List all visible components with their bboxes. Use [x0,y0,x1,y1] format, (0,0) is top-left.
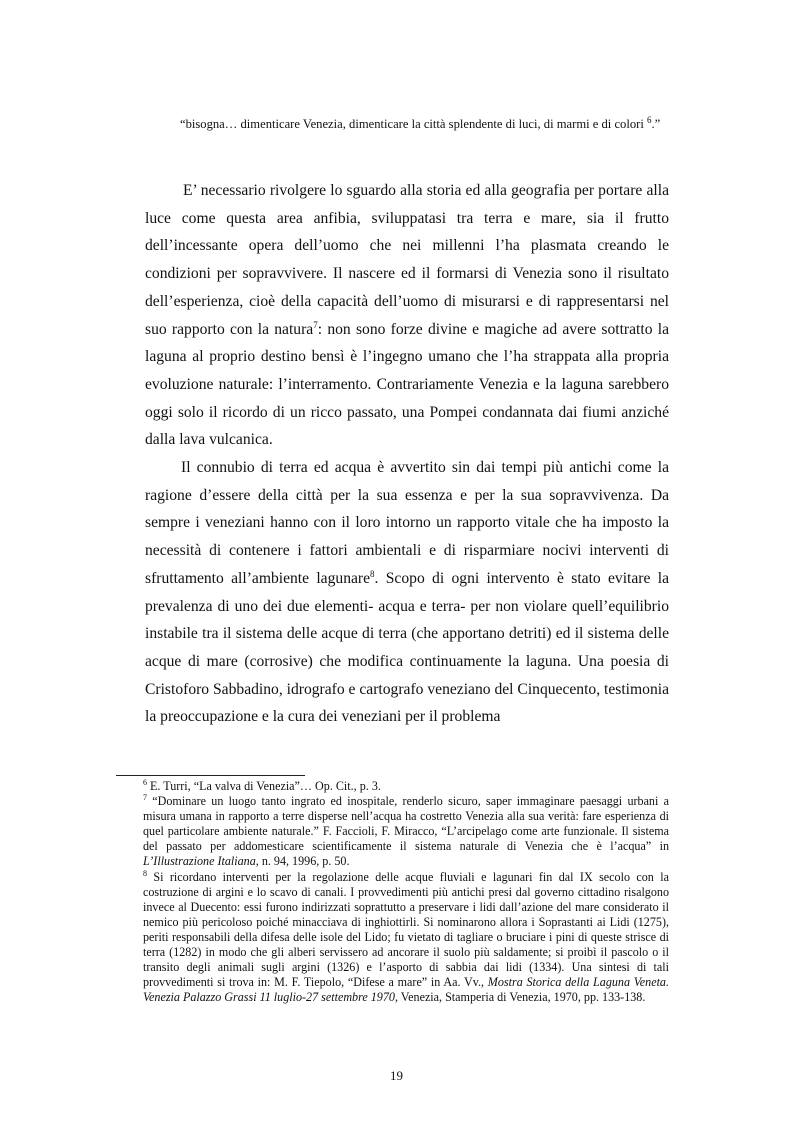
paragraph-1-text: E’ necessario rivolgere lo sguardo alla storia ed alla geografia per portare alla luce come questa area anfibia, sviluppatasi tra terra e mare, sia il frutto dell’incessante opera dell’uomo che nei millenni l’ha plasmata creando le condizioni per sopravvivere. Il nascere ed il formarsi di Venezia sono il risultato dell’esperienza, cioè della capacità dell’uomo di misurarsi e di rappresentarsi nel suo rapporto con la natura [145,182,669,338]
paragraph-1-text-cont: : non sono forze divine e magiche ad avere sottratto la laguna al proprio destino bensì è l’ingegno umano che l’ha strappata alla propria evoluzione naturale: l’interramento. Contrariamente Venezia e la laguna sarebbero oggi solo il ricordo di un ricco passato, una Pompei condannata dai fiumi anziché dalla lava vulcanica. [145,320,669,449]
body-text [145,177,669,731]
quote-text: “bisogna… dimenticare Venezia, dimenticare la città splendente di luci, di marmi e di colori [180,117,647,131]
footnote-number: 7 [143,793,147,803]
paragraph-1 [145,177,669,454]
footnote-separator [116,775,305,776]
quote-text-end: .” [651,117,661,131]
footnote-7 [143,794,669,869]
block-quote [180,112,669,136]
footnote-italic-title: Mostra Storica della Laguna Veneta. Venezia Palazzo Grassi 11 luglio-27 settembre 1970 [143,975,669,1005]
footnote-text: E. Turri, “La valva di Venezia”… Op. Cit., p. 3. [147,779,381,793]
paragraph-2 [145,454,669,731]
footnote-text-end: , Venezia, Stamperia di Venezia, 1970, pp. 133-138. [394,990,646,1005]
footnote-text: Si ricordano interventi per la regolazione delle acque fluviali e lagunari fin dal IX secolo con la costruzione di argini e lo scavo di canali. I provvedimenti più antichi presi dal governo cittadino risalgono invece al Duecento: essi furono indirizzati soprattutto a preservare i lidi dall’azione del mare considerato il nemico più pericoloso poiché minacciava di inghiottirli. Si nominarono allora i Soprastanti ai Lidi (1275), periti responsabili della difesa delle isole del Lido; fu vietato di tagliare o bruciare i pini di queste strisce di terra (1282) in modo che gli alberi servissero ad ancorare il suolo più saldamente; si proibì il pascolo o il transito degli animali sugli argini (1326) e l’asporto di sabbia dai lidi (1334). Una sintesi di tali provvedimenti si trova in: M. F. Tiepolo, “Difese a mare” in Aa. Vv., [143,869,669,990]
footnote-number: 8 [143,868,147,878]
footnote-italic-title: L’Illustrazione Italiana [143,854,256,869]
footnote-ref-7[interactable]: 7 [313,319,318,330]
paragraph-2-text: Il connubio di terra ed acqua è avvertito sin dai tempi più antichi come la ragione d’essere della città per la sua essenza e per la sua sopravvivenza. Da sempre i veneziani hanno con il loro intorno un rapporto vitale che ha imposto la necessità di contenere i fattori ambientali e di risparmiare nocivi interventi di sfruttamento all’ambiente lagunare [145,459,669,587]
footnote-8 [143,870,669,1006]
footnote-6 [143,779,669,794]
paragraph-2-text-cont: . Scopo di ogni intervento è stato evitare la prevalenza di uno dei due elementi- acqua e terra- per non violare quell’equilibrio instabile tra il sistema delle acque di terra (che apportano detriti) ed il sistema delle acque di mare (corrosive) che modifica continuamente la laguna. Una poesia di Cristoforo Sabbadino, idrografo e cartografo veneziano del Cinquecento, testimonia la preoccupazione e la cura dei veneziani per il problema [145,569,669,726]
footnotes [143,779,669,1005]
footnote-number: 6 [143,777,147,787]
page-number: 19 [390,1068,403,1083]
footnote-ref-6[interactable]: 6 [646,114,652,125]
footnote-text: “Dominare un luogo tanto ingrato ed inospitale, renderlo sicuro, saper immaginare paesaggi urbani a misura umana in rapporto a terre disperse nell’acqua ha costretto Venezia alla sua verità: fare esperienza di quel particolare ambiente naturale.” F. Faccioli, F. Miracco, “L’arcipelago come arte funzionale. Il sistema del passato per addomesticare scientificamente il sistema naturale di Venezia che è l’acqua” in [143,794,669,854]
footnote-text-end: , n. 94, 1996, p. 50. [255,854,350,869]
footnote-ref-8[interactable]: 8 [370,568,375,579]
